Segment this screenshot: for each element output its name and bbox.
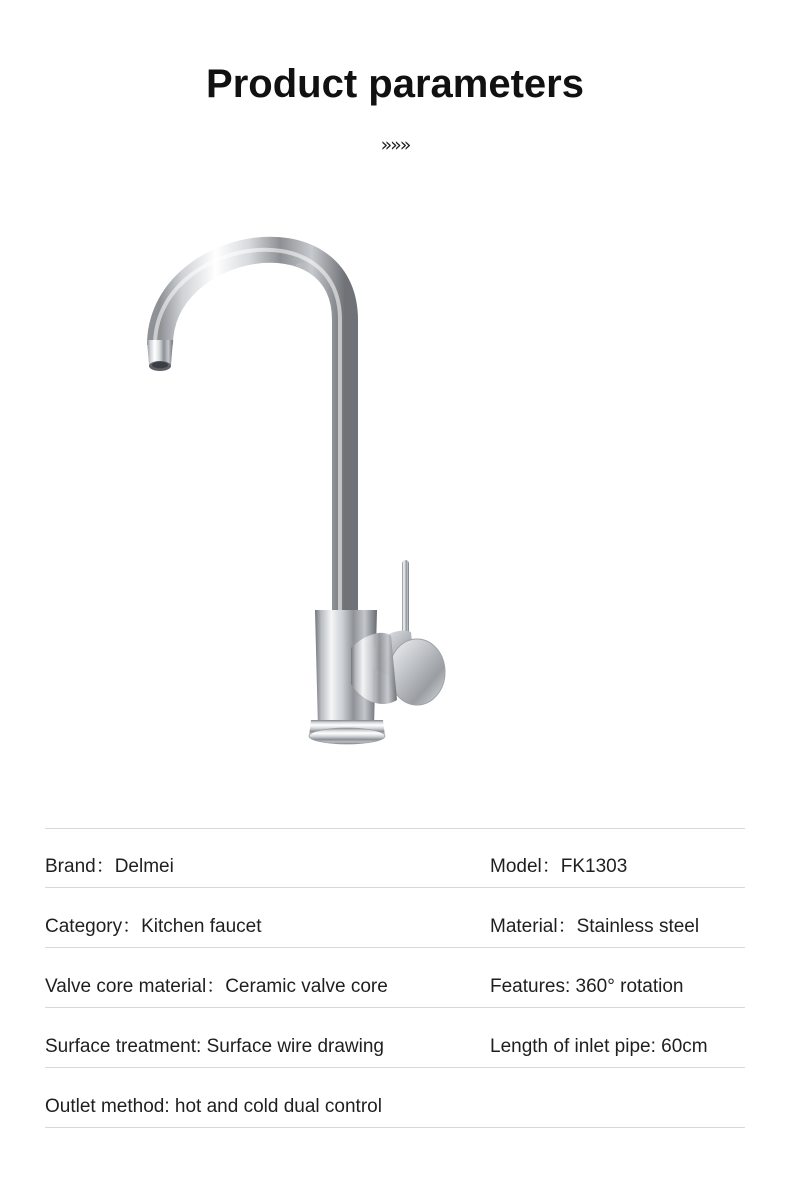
table-row	[45, 888, 745, 948]
spec-inlet-pipe-length: Length of inlet pipe: 60cm	[490, 1036, 708, 1057]
table-row	[45, 1008, 745, 1068]
spec-surface-treatment: Surface treatment: Surface wire drawing	[45, 1036, 384, 1057]
spec-brand: Brand：Delmei	[45, 856, 174, 877]
spec-material: Material：Stainless steel	[490, 916, 700, 937]
product-image	[0, 180, 790, 780]
table-row	[45, 948, 745, 1008]
page-title: Product parameters	[206, 62, 584, 106]
spec-valve-core-material: Valve core material：Ceramic valve core	[45, 976, 388, 997]
spec-model: Model：FK1303	[490, 856, 628, 877]
faucet-illustration	[115, 180, 675, 760]
spec-features: Features: 360° rotation	[490, 976, 684, 997]
spec-category: Category：Kitchen faucet	[45, 916, 262, 937]
spec-outlet-method: Outlet method: hot and cold dual control	[45, 1096, 382, 1117]
table-row	[45, 1068, 745, 1128]
chevron-divider-icon: »»»	[380, 134, 410, 156]
spec-empty	[490, 1116, 745, 1127]
table-row	[45, 828, 745, 888]
specs-table	[45, 828, 745, 1128]
